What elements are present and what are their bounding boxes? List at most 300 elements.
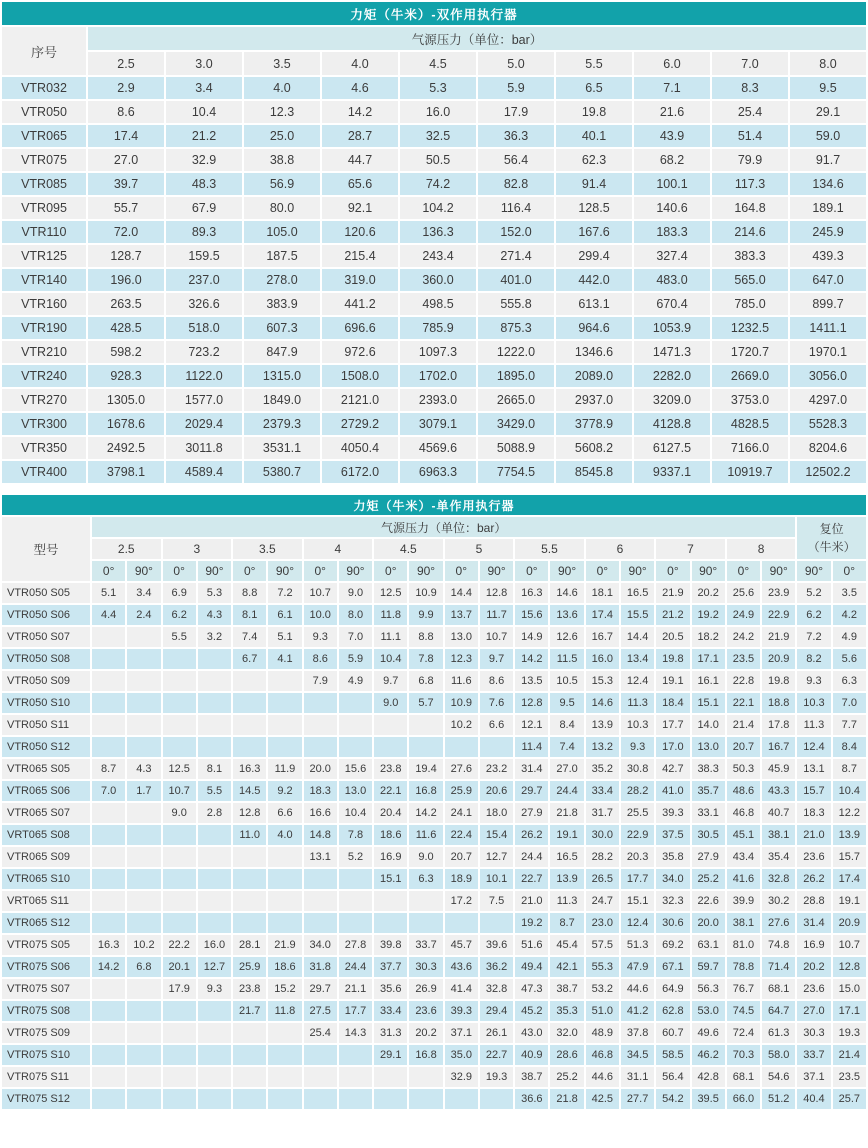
model-cell: VTR160 xyxy=(2,293,86,315)
torque-value-cell: 12.3 xyxy=(244,101,320,123)
torque-value-cell xyxy=(127,891,160,911)
torque-value-cell xyxy=(339,1089,372,1109)
torque-value-cell: 22.4 xyxy=(445,825,478,845)
torque-value-cell: 428.5 xyxy=(88,317,164,339)
torque-value-cell: 21.8 xyxy=(550,1089,583,1109)
torque-value-cell: 2492.5 xyxy=(88,437,164,459)
torque-value-cell: 30.6 xyxy=(656,913,689,933)
torque-value-cell: 16.9 xyxy=(374,847,407,867)
torque-value-cell: 3079.1 xyxy=(400,413,476,435)
model-cell: VTR050 S05 xyxy=(2,583,90,603)
torque-value-cell: 56.4 xyxy=(656,1067,689,1087)
torque-value-cell: 14.5 xyxy=(233,781,266,801)
torque-value-cell: 1122.0 xyxy=(166,365,242,387)
torque-value-cell: 21.9 xyxy=(268,935,301,955)
double-acting-torque-table xyxy=(0,0,868,485)
torque-value-cell: 9.7 xyxy=(480,649,513,669)
torque-value-cell: 20.0 xyxy=(692,913,725,933)
torque-value-cell: 5.5 xyxy=(198,781,231,801)
torque-value-cell: 54.2 xyxy=(656,1089,689,1109)
model-cell: VTR190 xyxy=(2,317,86,339)
torque-value-cell: 38.3 xyxy=(692,759,725,779)
torque-value-cell: 5.9 xyxy=(478,77,554,99)
table-row xyxy=(2,197,866,219)
torque-value-cell: 13.9 xyxy=(586,715,619,735)
torque-value-cell xyxy=(163,847,196,867)
angle-90-header: 90° xyxy=(409,561,442,581)
torque-value-cell: 19.8 xyxy=(556,101,632,123)
torque-value-cell xyxy=(409,891,442,911)
torque-value-cell: 696.6 xyxy=(322,317,398,339)
torque-value-cell: 15.6 xyxy=(339,759,372,779)
torque-value-cell: 55.3 xyxy=(586,957,619,977)
reset-torque-cell: 30.3 xyxy=(797,1023,830,1043)
torque-value-cell: 7166.0 xyxy=(712,437,788,459)
torque-value-cell xyxy=(339,737,372,757)
torque-value-cell: 28.2 xyxy=(586,847,619,867)
torque-value-cell: 183.3 xyxy=(634,221,710,243)
torque-value-cell: 4569.6 xyxy=(400,437,476,459)
torque-value-cell: 9.9 xyxy=(409,605,442,625)
torque-value-cell: 35.4 xyxy=(762,847,795,867)
torque-value-cell: 89.3 xyxy=(166,221,242,243)
torque-value-cell: 16.8 xyxy=(409,1045,442,1065)
double-acting-table-body xyxy=(2,77,866,483)
torque-value-cell xyxy=(163,1001,196,1021)
torque-value-cell: 17.4 xyxy=(586,605,619,625)
torque-value-cell xyxy=(92,715,125,735)
torque-value-cell: 25.4 xyxy=(304,1023,337,1043)
torque-value-cell: 49.6 xyxy=(692,1023,725,1043)
torque-value-cell: 15.1 xyxy=(692,693,725,713)
torque-value-cell xyxy=(127,979,160,999)
torque-value-cell: 18.6 xyxy=(374,825,407,845)
torque-value-cell: 22.1 xyxy=(374,781,407,801)
torque-value-cell: 4128.8 xyxy=(634,413,710,435)
torque-value-cell xyxy=(268,1045,301,1065)
torque-value-cell: 11.7 xyxy=(480,605,513,625)
torque-value-cell: 26.5 xyxy=(586,869,619,889)
torque-value-cell: 13.5 xyxy=(515,671,548,691)
reset-torque-cell: 23.6 xyxy=(797,979,830,999)
reset-torque-cell: 28.8 xyxy=(797,891,830,911)
table-title-row xyxy=(2,495,866,515)
table-row xyxy=(2,125,866,147)
torque-value-cell: 17.9 xyxy=(478,101,554,123)
torque-value-cell: 23.8 xyxy=(374,759,407,779)
torque-value-cell: 20.6 xyxy=(480,781,513,801)
torque-value-cell: 12.6 xyxy=(550,627,583,647)
torque-value-cell: 22.1 xyxy=(727,693,760,713)
torque-value-cell: 37.7 xyxy=(374,957,407,977)
pressure-header: 5 xyxy=(445,539,514,559)
torque-value-cell: 24.1 xyxy=(445,803,478,823)
torque-value-cell: 189.1 xyxy=(790,197,866,219)
table-row xyxy=(2,413,866,435)
torque-value-cell: 33.1 xyxy=(692,803,725,823)
torque-value-cell: 401.0 xyxy=(478,269,554,291)
torque-value-cell: 35.6 xyxy=(374,979,407,999)
torque-value-cell: 5.1 xyxy=(268,627,301,647)
torque-value-cell xyxy=(304,737,337,757)
angle-90-header: 90° xyxy=(339,561,372,581)
torque-value-cell: 72.0 xyxy=(88,221,164,243)
single-acting-torque-table xyxy=(0,493,868,1111)
torque-value-cell: 34.0 xyxy=(304,935,337,955)
torque-value-cell xyxy=(198,693,231,713)
torque-value-cell: 31.7 xyxy=(586,803,619,823)
torque-value-cell: 15.5 xyxy=(621,605,654,625)
model-cell: VTR050 S10 xyxy=(2,693,90,713)
torque-value-cell xyxy=(409,737,442,757)
torque-value-cell: 383.9 xyxy=(244,293,320,315)
torque-value-cell: 10.7 xyxy=(480,627,513,647)
reset-torque-cell: 19.3 xyxy=(833,1023,866,1043)
torque-value-cell: 31.1 xyxy=(621,1067,654,1087)
torque-value-cell: 44.7 xyxy=(322,149,398,171)
torque-value-cell: 9337.1 xyxy=(634,461,710,483)
torque-value-cell xyxy=(233,891,266,911)
torque-value-cell xyxy=(339,869,372,889)
angle-0-header: 0° xyxy=(445,561,478,581)
pressure-header: 4.5 xyxy=(374,539,443,559)
table-row xyxy=(2,1001,866,1021)
torque-value-cell: 299.4 xyxy=(556,245,632,267)
torque-value-cell: 214.6 xyxy=(712,221,788,243)
torque-value-cell: 6.8 xyxy=(127,957,160,977)
reset-torque-cell: 8.7 xyxy=(833,759,866,779)
torque-value-cell xyxy=(127,1001,160,1021)
torque-value-cell xyxy=(268,869,301,889)
torque-value-cell: 16.3 xyxy=(92,935,125,955)
torque-value-cell: 9.3 xyxy=(621,737,654,757)
torque-value-cell: 9.0 xyxy=(409,847,442,867)
angle-90-header: 90° xyxy=(621,561,654,581)
reset-torque-cell: 15.7 xyxy=(833,847,866,867)
torque-value-cell: 68.1 xyxy=(727,1067,760,1087)
torque-value-cell: 23.0 xyxy=(586,913,619,933)
torque-value-cell: 964.6 xyxy=(556,317,632,339)
reset-torque-cell: 10.7 xyxy=(833,935,866,955)
angle-90-header: 90° xyxy=(198,561,231,581)
torque-value-cell: 13.0 xyxy=(445,627,478,647)
torque-value-cell xyxy=(339,891,372,911)
reset-torque-cell: 3.5 xyxy=(833,583,866,603)
torque-value-cell: 15.3 xyxy=(586,671,619,691)
table-header-row xyxy=(2,27,866,50)
table-row xyxy=(2,803,866,823)
table-row xyxy=(2,1089,866,1109)
reset-torque-cell: 20.9 xyxy=(833,913,866,933)
torque-value-cell: 60.7 xyxy=(656,1023,689,1043)
torque-value-cell: 555.8 xyxy=(478,293,554,315)
torque-value-cell: 13.0 xyxy=(692,737,725,757)
table-row xyxy=(2,221,866,243)
torque-value-cell: 15.4 xyxy=(480,825,513,845)
torque-value-cell: 30.3 xyxy=(409,957,442,977)
torque-value-cell: 44.6 xyxy=(586,1067,619,1087)
torque-value-cell xyxy=(92,1001,125,1021)
torque-value-cell xyxy=(233,671,266,691)
torque-value-cell: 16.0 xyxy=(198,935,231,955)
single-acting-table-title: 力矩（牛米）-单作用执行器 xyxy=(2,495,866,515)
torque-value-cell: 4050.4 xyxy=(322,437,398,459)
torque-value-cell: 22.9 xyxy=(762,605,795,625)
reset-torque-cell: 18.3 xyxy=(797,803,830,823)
torque-value-cell: 5.2 xyxy=(339,847,372,867)
torque-value-cell: 27.0 xyxy=(88,149,164,171)
torque-value-cell: 9.0 xyxy=(163,803,196,823)
torque-value-cell: 3531.1 xyxy=(244,437,320,459)
model-cell: VTR210 xyxy=(2,341,86,363)
torque-value-cell xyxy=(127,693,160,713)
angle-90-header: 90° xyxy=(268,561,301,581)
torque-value-cell xyxy=(163,671,196,691)
torque-value-cell: 40.1 xyxy=(556,125,632,147)
torque-value-cell: 17.0 xyxy=(656,737,689,757)
reset-torque-cell: 20.2 xyxy=(797,957,830,977)
torque-value-cell: 2379.3 xyxy=(244,413,320,435)
torque-value-cell: 442.0 xyxy=(556,269,632,291)
torque-value-cell: 6.9 xyxy=(163,583,196,603)
reset-torque-cell: 25.7 xyxy=(833,1089,866,1109)
torque-value-cell xyxy=(304,693,337,713)
torque-value-cell: 5088.9 xyxy=(478,437,554,459)
torque-value-cell: 12502.2 xyxy=(790,461,866,483)
reset-torque-cell: 13.9 xyxy=(833,825,866,845)
torque-value-cell: 22.9 xyxy=(621,825,654,845)
reset-torque-cell: 15.7 xyxy=(797,781,830,801)
torque-value-cell: 6.6 xyxy=(480,715,513,735)
reset-torque-cell: 21.0 xyxy=(797,825,830,845)
torque-value-cell: 46.8 xyxy=(586,1045,619,1065)
torque-value-cell: 19.2 xyxy=(692,605,725,625)
torque-value-cell: 2729.2 xyxy=(322,413,398,435)
angle-90-header: 90° xyxy=(762,561,795,581)
torque-value-cell: 1222.0 xyxy=(478,341,554,363)
torque-value-cell: 21.7 xyxy=(233,1001,266,1021)
model-cell: VTR065 S05 xyxy=(2,759,90,779)
torque-value-cell xyxy=(409,1089,442,1109)
torque-value-cell: 74.8 xyxy=(762,935,795,955)
torque-value-cell: 16.8 xyxy=(409,781,442,801)
table-row xyxy=(2,173,866,195)
angle-header-row xyxy=(2,561,866,581)
torque-value-cell: 8.6 xyxy=(88,101,164,123)
spring-return-header-line1: 复位 xyxy=(819,522,844,536)
torque-value-cell xyxy=(374,715,407,735)
model-cell: VTR075 S07 xyxy=(2,979,90,999)
table-row xyxy=(2,341,866,363)
torque-value-cell xyxy=(92,1089,125,1109)
torque-value-cell: 2282.0 xyxy=(634,365,710,387)
torque-value-cell: 11.3 xyxy=(621,693,654,713)
torque-value-cell: 17.4 xyxy=(88,125,164,147)
torque-value-cell: 19.3 xyxy=(480,1067,513,1087)
pressure-header: 3 xyxy=(163,539,232,559)
torque-value-cell: 5.5 xyxy=(163,627,196,647)
torque-value-cell: 68.2 xyxy=(634,149,710,171)
torque-value-cell: 3429.0 xyxy=(478,413,554,435)
angle-0-header: 0° xyxy=(727,561,760,581)
table-row xyxy=(2,781,866,801)
torque-value-cell xyxy=(92,979,125,999)
torque-value-cell: 6.1 xyxy=(268,605,301,625)
torque-value-cell: 19.4 xyxy=(409,759,442,779)
torque-value-cell: 10.7 xyxy=(163,781,196,801)
torque-value-cell: 9.2 xyxy=(268,781,301,801)
reset-angle-header: 90° xyxy=(797,561,830,581)
reset-torque-cell: 33.7 xyxy=(797,1045,830,1065)
model-cell: VTR050 S08 xyxy=(2,649,90,669)
torque-value-cell xyxy=(127,671,160,691)
torque-value-cell: 6.8 xyxy=(409,671,442,691)
torque-value-cell: 30.5 xyxy=(692,825,725,845)
torque-value-cell: 11.0 xyxy=(233,825,266,845)
torque-value-cell: 159.5 xyxy=(166,245,242,267)
model-cell: VTR075 xyxy=(2,149,86,171)
torque-value-cell: 22.2 xyxy=(163,935,196,955)
torque-value-cell: 45.4 xyxy=(550,935,583,955)
torque-value-cell: 16.7 xyxy=(762,737,795,757)
torque-value-cell: 19.1 xyxy=(550,825,583,845)
torque-value-cell: 134.6 xyxy=(790,173,866,195)
torque-value-cell xyxy=(409,1067,442,1087)
torque-value-cell: 18.6 xyxy=(268,957,301,977)
torque-value-cell: 5.1 xyxy=(92,583,125,603)
torque-value-cell: 14.2 xyxy=(322,101,398,123)
torque-value-cell: 899.7 xyxy=(790,293,866,315)
torque-value-cell: 18.0 xyxy=(480,803,513,823)
torque-value-cell: 55.7 xyxy=(88,197,164,219)
spring-return-column-header xyxy=(797,517,866,559)
torque-value-cell: 3798.1 xyxy=(88,461,164,483)
angle-0-header: 0° xyxy=(304,561,337,581)
torque-value-cell: 928.3 xyxy=(88,365,164,387)
model-cell: VTR270 xyxy=(2,389,86,411)
reset-torque-cell: 23.6 xyxy=(797,847,830,867)
reset-torque-cell: 4.2 xyxy=(833,605,866,625)
torque-value-cell xyxy=(92,803,125,823)
model-cell: VTR050 S06 xyxy=(2,605,90,625)
torque-value-cell xyxy=(92,869,125,889)
torque-value-cell: 42.8 xyxy=(692,1067,725,1087)
torque-value-cell: 607.3 xyxy=(244,317,320,339)
torque-value-cell: 271.4 xyxy=(478,245,554,267)
reset-torque-cell: 37.1 xyxy=(797,1067,830,1087)
torque-value-cell: 51.3 xyxy=(621,935,654,955)
torque-value-cell: 32.3 xyxy=(656,891,689,911)
torque-value-cell: 10.4 xyxy=(166,101,242,123)
torque-value-cell: 24.4 xyxy=(550,781,583,801)
torque-value-cell: 20.5 xyxy=(656,627,689,647)
angle-90-header: 90° xyxy=(550,561,583,581)
table-row xyxy=(2,979,866,999)
pressure-header: 8.0 xyxy=(790,52,866,75)
torque-value-cell: 50.3 xyxy=(727,759,760,779)
pressure-header: 6.0 xyxy=(634,52,710,75)
table-row xyxy=(2,693,866,713)
torque-value-cell: 24.9 xyxy=(727,605,760,625)
torque-value-cell: 14.2 xyxy=(409,803,442,823)
torque-value-cell xyxy=(268,715,301,735)
torque-value-cell: 51.4 xyxy=(712,125,788,147)
torque-value-cell: 11.9 xyxy=(268,759,301,779)
torque-value-cell: 33.4 xyxy=(374,1001,407,1021)
torque-value-cell: 15.1 xyxy=(621,891,654,911)
model-cell: VTR075 S12 xyxy=(2,1089,90,1109)
torque-value-cell xyxy=(233,869,266,889)
torque-value-cell xyxy=(233,1045,266,1065)
torque-value-cell: 17.7 xyxy=(339,1001,372,1021)
reset-angle-header: 0° xyxy=(833,561,866,581)
table-row xyxy=(2,869,866,889)
torque-value-cell: 27.6 xyxy=(762,913,795,933)
reset-torque-cell: 17.4 xyxy=(833,869,866,889)
torque-value-cell xyxy=(198,1067,231,1087)
torque-value-cell: 24.4 xyxy=(515,847,548,867)
torque-value-cell: 53.0 xyxy=(692,1001,725,1021)
torque-value-cell: 483.0 xyxy=(634,269,710,291)
table-row xyxy=(2,737,866,757)
torque-value-cell xyxy=(304,913,337,933)
torque-value-cell: 35.7 xyxy=(692,781,725,801)
pressure-header: 2.5 xyxy=(92,539,161,559)
torque-value-cell: 785.9 xyxy=(400,317,476,339)
torque-value-cell: 10.0 xyxy=(304,605,337,625)
torque-value-cell: 65.6 xyxy=(322,173,398,195)
torque-value-cell: 11.1 xyxy=(374,627,407,647)
torque-value-cell: 58.0 xyxy=(762,1045,795,1065)
torque-value-cell: 56.4 xyxy=(478,149,554,171)
torque-value-cell xyxy=(445,913,478,933)
torque-value-cell: 20.1 xyxy=(163,957,196,977)
torque-value-cell: 76.7 xyxy=(727,979,760,999)
reset-torque-cell: 10.3 xyxy=(797,693,830,713)
torque-value-cell: 49.4 xyxy=(515,957,548,977)
torque-value-cell: 12.3 xyxy=(445,649,478,669)
torque-value-cell: 7.9 xyxy=(304,671,337,691)
torque-value-cell: 33.4 xyxy=(586,781,619,801)
torque-value-cell xyxy=(268,1023,301,1043)
torque-value-cell xyxy=(127,649,160,669)
torque-value-cell: 21.0 xyxy=(515,891,548,911)
torque-value-cell xyxy=(339,715,372,735)
torque-value-cell xyxy=(304,1089,337,1109)
torque-value-cell: 13.2 xyxy=(586,737,619,757)
torque-value-cell: 32.8 xyxy=(762,869,795,889)
model-column-header: 型号 xyxy=(2,517,90,581)
torque-value-cell: 30.2 xyxy=(762,891,795,911)
torque-value-cell: 1471.3 xyxy=(634,341,710,363)
model-cell: VTR065 xyxy=(2,125,86,147)
torque-value-cell: 8.0 xyxy=(339,605,372,625)
torque-value-cell: 28.2 xyxy=(621,781,654,801)
torque-value-cell: 38.1 xyxy=(727,913,760,933)
torque-value-cell xyxy=(92,627,125,647)
torque-value-cell: 10.9 xyxy=(409,583,442,603)
torque-value-cell: 29.7 xyxy=(304,979,337,999)
torque-value-cell xyxy=(163,1067,196,1087)
torque-value-cell: 1577.0 xyxy=(166,389,242,411)
torque-value-cell: 43.0 xyxy=(515,1023,548,1043)
torque-value-cell: 1232.5 xyxy=(712,317,788,339)
reset-torque-cell: 11.3 xyxy=(797,715,830,735)
torque-value-cell: 5380.7 xyxy=(244,461,320,483)
torque-value-cell xyxy=(163,737,196,757)
torque-value-cell: 7.1 xyxy=(634,77,710,99)
torque-value-cell xyxy=(445,1089,478,1109)
